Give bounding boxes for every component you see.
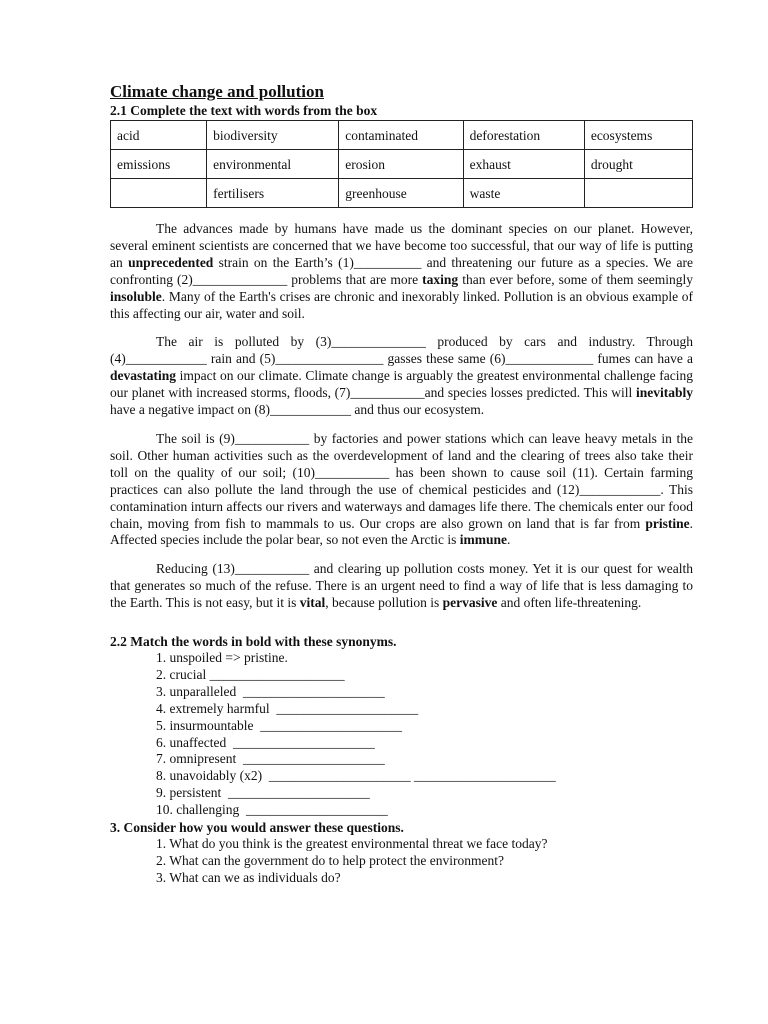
word-box-row — [111, 121, 693, 150]
list-item: 5. insurmountable _____________________ — [156, 717, 402, 733]
list-item: 2. What can the government do to help protect the environment? — [156, 853, 505, 868]
section-2-1-heading: 2.1 Complete the text with words from the box — [110, 103, 378, 118]
question-list — [110, 836, 693, 887]
list-item: 3. What can we as individuals do? — [156, 869, 341, 885]
list-item: 7. omnipresent _____________________ — [156, 751, 385, 767]
list-item: 6. unaffected _____________________ — [156, 734, 375, 750]
list-item: 1. unspoiled => pristine. — [156, 650, 288, 666]
word-box-cell — [111, 179, 207, 208]
bold-keyword: vital — [299, 595, 326, 611]
word-box-cell: deforestation — [463, 121, 584, 150]
paragraph-3: The soil is (9)___________ by factories and power stations which can leave heavy metals in the soil. Other human activities such as the overdevelopment of land and the clearing of trees also take their toll on the quality of our soil; (10)___________ has been shown to cause soil (11). Certain farming practices can also pollute the land through the use of chemical pesticides and (12)____________. This contamination inturn affects our rivers and waterways and damages life there. The chemicals enter our food chain, moving from fish to mammals to us. Our crops are also grown on land that is far from pristine. Affected species include the polar bear, so not even the Arctic is immune. — [110, 430, 693, 548]
paragraph-1: The advances made by humans have made us the dominant species on our planet. However, several eminent scientists are concerned that we have become too successful, that our way of life is putting an unprecedented strain on the Earth’s (1)__________ and threatening our future as a species. We are confronting (2)______________ problems that are more taxing than ever before, some of them seemingly insoluble. Many of the Earth's crises are chronic and inexorably linked. Pollution is an obvious example of this affecting our air, water and soil. — [110, 221, 693, 321]
word-box-cell: erosion — [339, 150, 463, 179]
word-box-cell — [584, 179, 692, 208]
word-box-cell: acid — [111, 121, 207, 150]
list-item: 4. extremely harmful _____________________ — [156, 700, 419, 716]
bold-keyword: devastating — [110, 368, 177, 384]
word-box-cell: environmental — [207, 150, 339, 179]
bold-keyword: inevitably — [635, 385, 693, 401]
bold-keyword: taxing — [422, 271, 459, 287]
bold-keyword: immune — [459, 532, 507, 548]
word-box-cell: waste — [463, 179, 584, 208]
bold-keyword: unprecedented — [128, 254, 214, 270]
list-item: 9. persistent _____________________ — [156, 785, 370, 801]
word-box — [110, 120, 693, 208]
list-item: 1. What do you think is the greatest environmental threat we face today? — [156, 836, 548, 852]
page-title: Climate change and pollution — [110, 82, 324, 101]
word-box-cell: ecosystems — [584, 121, 692, 150]
list-item: 3. unparalleled _____________________ — [156, 683, 385, 699]
list-item: 10. challenging _____________________ — [156, 802, 388, 818]
word-box-row — [111, 179, 693, 208]
synonym-list — [110, 650, 693, 819]
word-box-cell: drought — [584, 150, 692, 179]
word-box-row — [111, 150, 693, 179]
word-box-cell: exhaust — [463, 150, 584, 179]
bold-keyword: pervasive — [442, 595, 498, 611]
bold-keyword: pristine — [645, 515, 690, 531]
list-item: 8. unavoidably (x2) _____________________ _____________________ — [156, 768, 556, 784]
paragraph-2: The air is polluted by (3)______________ produced by cars and industry. Through (4)____________ rain and (5)________________ gasses these same (6)_____________ fumes can have a devastating impact on our climate. Climate change is arguably the greatest environmental challenge facing our planet with increased storms, floods, (7)___________and species losses predicted. This will inevitably have a negative impact on (8)____________ and thus our ecosystem. — [110, 334, 693, 418]
section-3-heading: 3. Consider how you would answer these questions. — [110, 820, 404, 836]
section-2-2-heading: 2.2 Match the words in bold with these synonyms. — [110, 634, 397, 650]
word-box-cell: fertilisers — [207, 179, 339, 208]
word-box-cell: emissions — [111, 150, 207, 179]
word-box-cell: greenhouse — [339, 179, 463, 208]
word-box-cell: contaminated — [339, 121, 463, 150]
bold-keyword: insoluble — [110, 288, 162, 304]
paragraph-4: Reducing (13)___________ and clearing up pollution costs money. Yet it is our quest for wealth that generates so much of the refuse. There is an urgent need to find a way of life that is less damaging to the Earth. This is not easy, but it is vital, because pollution is pervasive and often life-threatening. — [110, 561, 693, 611]
worksheet — [110, 82, 693, 887]
list-item: 2. crucial ____________________ — [156, 666, 345, 682]
word-box-cell: biodiversity — [207, 121, 339, 150]
